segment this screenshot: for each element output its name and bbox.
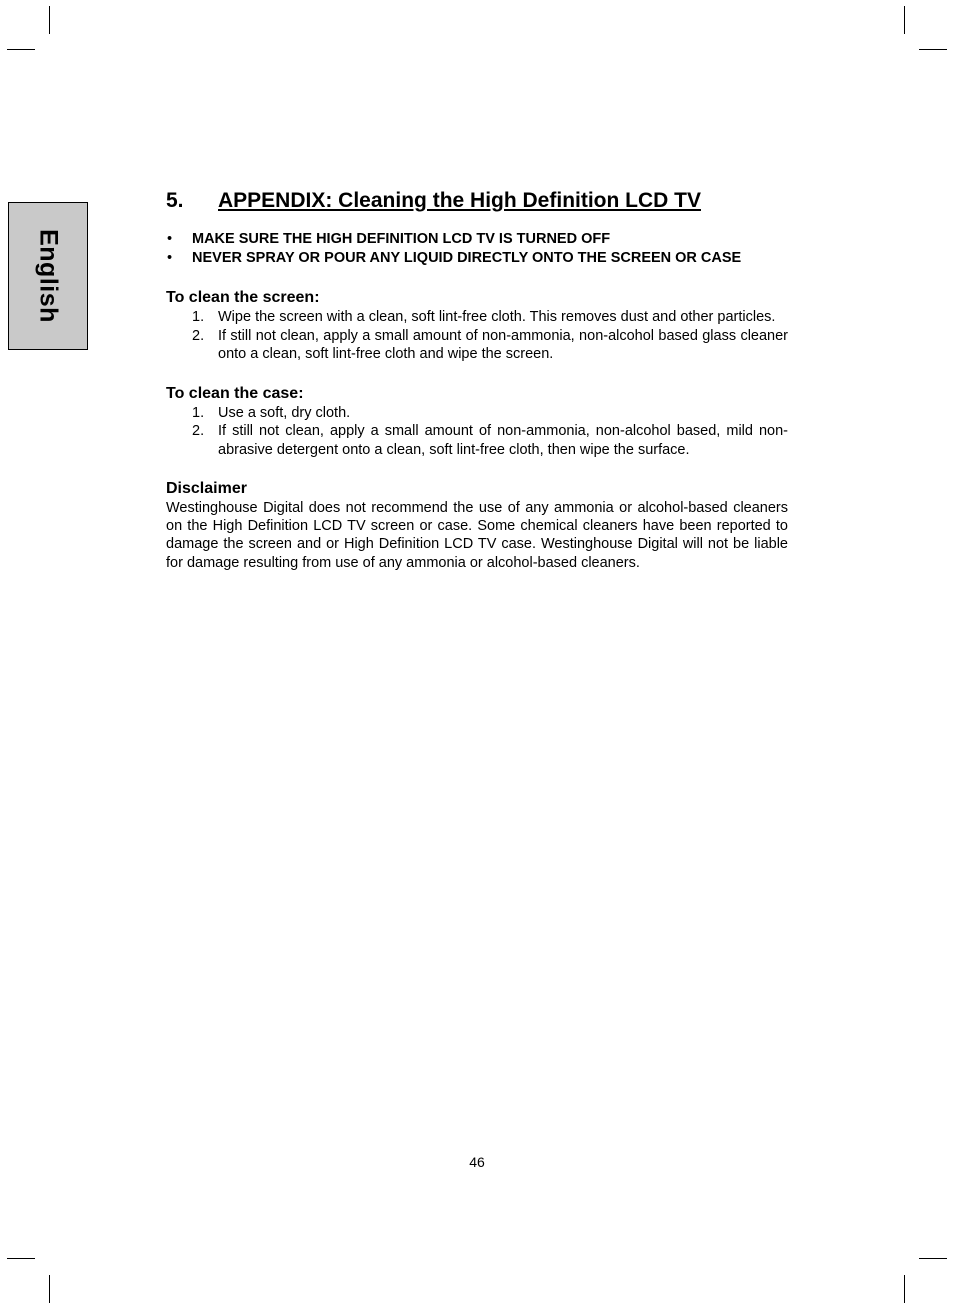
list-item (166, 404, 788, 423)
warning-item (166, 230, 788, 249)
step-number: 2. (192, 423, 205, 439)
crop-mark-bottom-left-vertical (49, 1275, 50, 1303)
screen-steps (166, 308, 788, 364)
warning-text: NEVER SPRAY OR POUR ANY LIQUID DIRECTLY ONTO THE SCREEN OR CASE (192, 250, 742, 266)
list-item (166, 308, 788, 327)
case-heading: To clean the case: (166, 384, 304, 402)
disclaimer-text: Westinghouse Digital does not recommend the use of any ammonia or alcohol-based cleaners on the High Definition LCD TV screen or case. Some chemical cleaners have been reported to damage the screen and or High Definition LCD TV case. Westinghouse Digital will not be liable for damage resulting from use of any ammonia or alcohol-based cleaners. (166, 500, 788, 571)
crop-mark-top-left-vertical (49, 6, 50, 34)
language-side-tab (8, 202, 88, 350)
crop-mark-top-left-horizontal (7, 49, 35, 50)
crop-mark-bottom-left-horizontal (7, 1258, 35, 1259)
list-item (166, 422, 788, 459)
bullet-icon: • (167, 250, 173, 266)
warning-list (166, 230, 788, 268)
crop-mark-top-right-vertical (904, 6, 905, 34)
page-number: 46 (469, 1154, 485, 1170)
crop-mark-bottom-right-horizontal (919, 1258, 947, 1259)
section-title: APPENDIX: Cleaning the High Definition LCD TV (218, 189, 701, 212)
crop-mark-bottom-right-vertical (904, 1275, 905, 1303)
section-number: 5. (166, 189, 184, 212)
step-text: Wipe the screen with a clean, soft lint-free cloth. This removes dust and other particles. (218, 309, 776, 325)
warning-item (166, 249, 788, 268)
language-tab-label: English (34, 229, 63, 323)
step-text: Use a soft, dry cloth. (218, 404, 351, 421)
screen-heading: To clean the screen: (166, 289, 320, 306)
step-number: 1. (192, 404, 205, 421)
page-title (166, 186, 788, 216)
list-item (166, 327, 788, 364)
step-text: If still not clean, apply a small amount of non-ammonia, non-alcohol based, mild non- abrasive detergent onto a clean, soft lint-free cloth, then wipe the surface. (218, 423, 788, 458)
step-text: If still not clean, apply a small amount of non-ammonia, non-alcohol based glass cleaner onto a clean, soft lint-free cloth and wipe the screen. (218, 327, 788, 362)
crop-mark-top-right-horizontal (919, 49, 947, 50)
disclaimer-heading: Disclaimer (166, 480, 247, 497)
step-number: 1. (192, 309, 205, 325)
bullet-icon: • (167, 231, 173, 247)
page-content (166, 186, 788, 572)
step-number: 2. (192, 327, 205, 344)
case-steps (166, 404, 788, 460)
warning-text: MAKE SURE THE HIGH DEFINITION LCD TV IS TURNED OFF (192, 231, 611, 247)
